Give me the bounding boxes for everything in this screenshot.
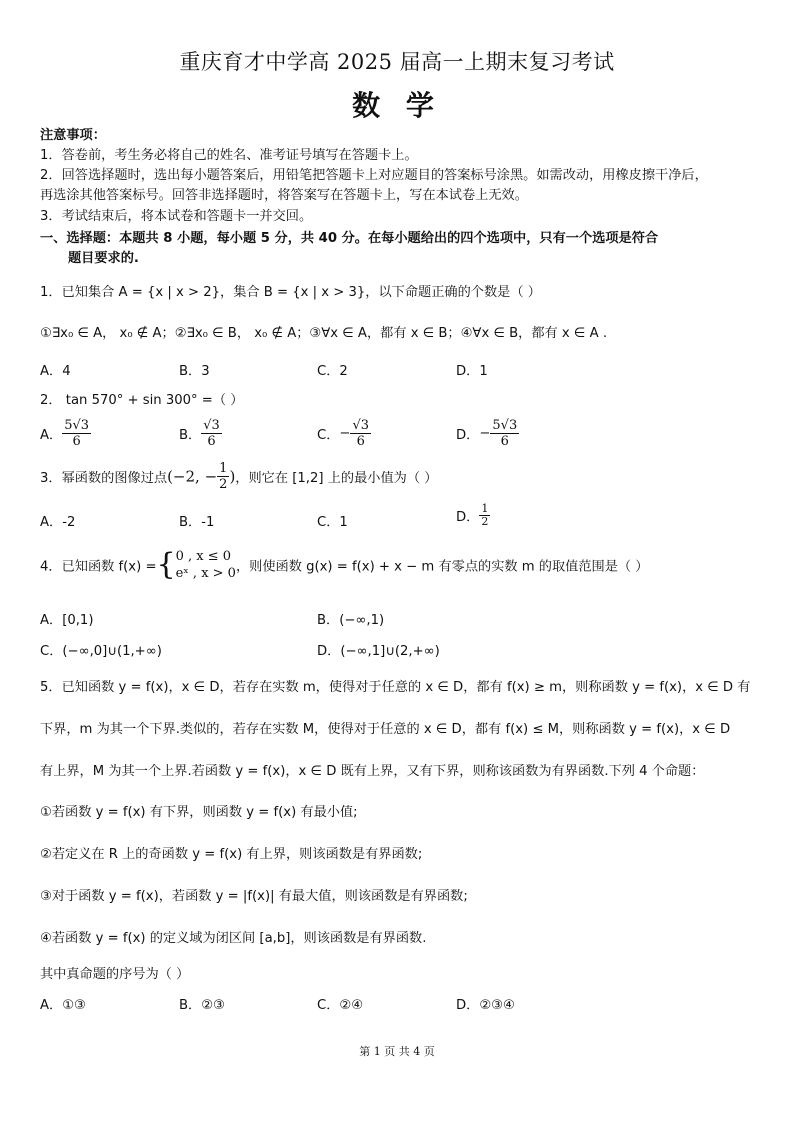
question-5-proposition-4: ④若函数 y = f(x) 的定义域为闭区间 [a,b]，则该函数是有界函数. bbox=[40, 931, 427, 946]
question-4-option-d: D．(−∞,1]∪(2,+∞) bbox=[317, 644, 440, 659]
question-4-stem-post: ，则使函数 g(x) = f(x) + x − m 有零点的实数 m 的取值范围是（ ） bbox=[235, 559, 649, 575]
question-1-propositions: ①∃x₀ ∈ A， x₀ ∉ A；②∃x₀ ∈ B， x₀ ∉ A；③∀x ∈ A，都有 x ∈ B；④∀x ∈ B，都有 x ∈ A . bbox=[40, 326, 608, 341]
option-fraction bbox=[201, 418, 222, 449]
page-number: 第 1 页 共 4 页 bbox=[359, 1045, 435, 1058]
question-5-option-a: A．①③ bbox=[40, 998, 86, 1013]
question-1-stem: 1．已知集合 A = {x | x > 2}，集合 B = {x | x > 3}，以下命题正确的个数是（ ） bbox=[40, 285, 541, 300]
option-label: D． bbox=[456, 428, 480, 443]
option-label: B． bbox=[179, 428, 202, 443]
question-2-option-a bbox=[40, 418, 91, 449]
question-5-line-1: 5．已知函数 y = f(x)，x ∈ D，若存在实数 m，使得对于任意的 x ∈ D，都有 f(x) ≥ m，则称函数 y = f(x)，x ∈ D 有 bbox=[40, 680, 751, 695]
option-fraction bbox=[350, 418, 371, 449]
question-4-stem-pre: 4．已知函数 f(x) = bbox=[40, 559, 157, 575]
question-3-stem-pre: 3．幂函数的图像过点 bbox=[40, 471, 168, 486]
option-fraction bbox=[62, 418, 91, 449]
question-4-option-c: C．(−∞,0]∪(1,+∞) bbox=[40, 644, 162, 659]
question-3-stem bbox=[40, 461, 437, 492]
fraction-numerator: √3 bbox=[203, 418, 220, 433]
question-1-option-b: B．3 bbox=[179, 364, 210, 379]
fraction-denominator: 6 bbox=[72, 434, 81, 449]
question-1-option-a: A．4 bbox=[40, 364, 71, 379]
fraction-denominator: 6 bbox=[356, 434, 365, 449]
question-1-option-d: D．1 bbox=[456, 364, 488, 379]
note-item-2a: 2．回答选择题时，选出每小题答案后，用铅笔把答题卡上对应题目的答案标号涂黑。如需改动，用橡皮擦干净后， bbox=[40, 168, 708, 183]
section-heading-line2: 题目要求的. bbox=[68, 251, 139, 266]
notes-heading: 注意事项： bbox=[40, 128, 106, 143]
option-label: C． bbox=[317, 428, 340, 443]
question-5-proposition-3: ③对于函数 y = f(x)，若函数 y = |f(x)| 有最大值，则该函数是有界函数; bbox=[40, 889, 468, 904]
point-pre: (−2, − bbox=[167, 467, 218, 486]
exam-title: 重庆育才中学高 2025 届高一上期末复习考试 bbox=[179, 50, 615, 74]
piecewise-cases bbox=[176, 548, 236, 582]
question-5-line-2: 下界，m 为其一个下界.类似的，若存在实数 M，使得对于任意的 x ∈ D，都有 f(x) ≤ M，则称函数 y = f(x)，x ∈ D bbox=[40, 722, 731, 737]
question-5-proposition-2: ②若定义在 R 上的奇函数 y = f(x) 有上界，则该函数是有界函数; bbox=[40, 847, 423, 862]
question-5-option-c: C．②④ bbox=[317, 998, 364, 1013]
fraction-denominator: 6 bbox=[207, 434, 216, 449]
fraction-numerator: 5√3 bbox=[64, 418, 90, 433]
question-2-stem: 2． tan 570° + sin 300° =（ ） bbox=[40, 393, 244, 408]
fraction-denominator: 6 bbox=[500, 434, 509, 449]
fraction-denominator: 2 bbox=[481, 515, 489, 528]
piece-case-1: 0 , x ≤ 0 bbox=[175, 549, 232, 564]
question-5-ask: 其中真命题的序号为（ ） bbox=[40, 967, 190, 982]
question-2-option-b bbox=[179, 418, 222, 449]
question-5-proposition-1: ①若函数 y = f(x) 有下界，则函数 y = f(x) 有最小值; bbox=[40, 805, 358, 820]
question-5-option-b: B．②③ bbox=[179, 998, 225, 1013]
question-5-line-3: 有上界，M 为其一个上界.若函数 y = f(x)，x ∈ D 既有上界，又有下界，则称该函数为有界函数.下列 4 个命题： bbox=[40, 764, 705, 779]
piece-case-2: eˣ , x > 0 bbox=[175, 566, 236, 581]
question-3-option-c: C．1 bbox=[317, 515, 348, 530]
question-3-option-a: A．-2 bbox=[40, 515, 76, 530]
piecewise-brace: { bbox=[156, 547, 176, 582]
question-3-option-b: B．-1 bbox=[179, 515, 215, 530]
question-4-option-b: B．(−∞,1) bbox=[317, 613, 385, 628]
question-4-option-a: A．[0,1) bbox=[40, 613, 94, 628]
note-item-2b: 再选涂其他答案标号。回答非选择题时，将答案写在答题卡上，写在本试卷上无效。 bbox=[40, 188, 528, 203]
point-fraction bbox=[217, 461, 229, 492]
fraction-numerator: 1 bbox=[481, 502, 489, 515]
subject-title: 数 学 bbox=[352, 89, 442, 122]
question-3-option-d bbox=[456, 503, 490, 528]
question-3-stem-post: ，则它在 [1,2] 上的最小值为（ ） bbox=[235, 471, 438, 486]
question-1-option-c: C．2 bbox=[317, 364, 348, 379]
question-2-option-d bbox=[456, 418, 519, 449]
fraction-numerator: 5√3 bbox=[492, 418, 518, 433]
fraction-numerator: √3 bbox=[352, 418, 370, 433]
point-post: ) bbox=[229, 467, 236, 486]
option-label: D． bbox=[456, 510, 480, 525]
fraction-numerator: 1 bbox=[219, 461, 228, 476]
option-fraction bbox=[490, 418, 519, 449]
option-sign: − bbox=[479, 426, 491, 441]
note-item-1: 1．答卷前，考生务必将自己的姓名、准考证号填写在答题卡上。 bbox=[40, 148, 418, 163]
option-sign: − bbox=[339, 426, 351, 441]
note-item-3: 3．考试结束后，将本试卷和答题卡一并交回。 bbox=[40, 209, 313, 224]
question-5-option-d: D．②③④ bbox=[456, 998, 515, 1013]
section-heading-line1: 一、选择题：本题共 8 小题，每小题 5 分，共 40 分。在每小题给出的四个选项中，只有一个选项是符合 bbox=[40, 231, 659, 246]
question-2-option-c bbox=[317, 418, 371, 449]
fraction-denominator: 2 bbox=[219, 477, 228, 492]
question-4-stem bbox=[40, 548, 649, 582]
option-fraction bbox=[479, 503, 490, 528]
option-label: A． bbox=[40, 428, 63, 443]
